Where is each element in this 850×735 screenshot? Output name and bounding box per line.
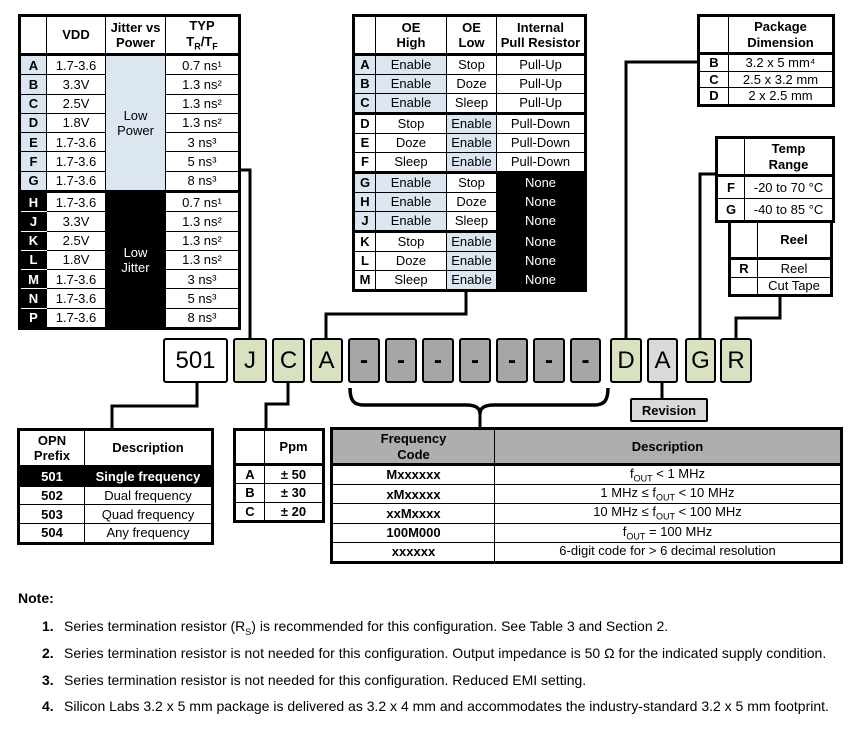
oe-low-cell: Stop (447, 55, 497, 75)
typ-cell: 1.3 ns² (166, 94, 240, 113)
pull-cell: Pull-Up (497, 75, 586, 94)
oe-low-cell: Enable (447, 252, 497, 271)
letter-cell: C (354, 93, 376, 113)
oe-high-cell: Enable (376, 193, 447, 212)
table-row (354, 193, 586, 212)
table-row (354, 270, 586, 290)
table-row (354, 211, 586, 231)
oe-high-cell: Enable (376, 211, 447, 231)
prefix-cell: 502 (19, 486, 85, 505)
oe-low-cell: Sleep (447, 211, 497, 231)
pull-cell: None (497, 231, 586, 251)
note-text: Series termination resistor is not needed for this configuration. Output impedance is 50 Ω for the indicated supply condition. (64, 644, 827, 661)
letter-cell: B (235, 484, 265, 502)
table-row (235, 484, 324, 502)
description-cell: 1 MHz ≤ $f_{OUT} < 10$ MHz (495, 485, 842, 504)
pull-cell: None (497, 270, 586, 290)
table-header-row (20, 16, 240, 55)
vdd-column-header: VDD (47, 16, 106, 55)
ppm-table (233, 428, 325, 523)
table-row (332, 523, 842, 542)
pull-cell: Pull-Up (497, 93, 586, 113)
oe-high-cell: Enable (376, 55, 447, 75)
table-row (354, 113, 586, 133)
note-number: 4. (42, 698, 54, 715)
ppm-cell: ± 20 (265, 502, 324, 521)
corner-cell (235, 430, 265, 465)
table-row (730, 277, 832, 296)
table-header-row (235, 430, 324, 465)
oe-high-cell: Enable (376, 172, 447, 192)
table-header-row (19, 430, 213, 467)
table-row (717, 176, 834, 199)
note-item-3 (42, 670, 836, 697)
code-cell: 100M000 (332, 523, 495, 542)
letter-cell: F (20, 152, 47, 171)
table-row (332, 542, 842, 562)
note-item-2 (42, 643, 836, 670)
note-item-1 (42, 616, 836, 643)
frequency-code-table (330, 427, 843, 564)
corner-cell (730, 222, 758, 259)
letter-cell: N (20, 289, 47, 308)
vdd-jitter-typ-table (18, 14, 241, 330)
code-cell: xxxxxx (332, 542, 495, 562)
letter-cell: E (20, 133, 47, 152)
letter-cell: A (235, 465, 265, 484)
oe-low-cell: Doze (447, 75, 497, 94)
corner-cell (20, 16, 47, 55)
vdd-cell: 1.7-3.6 (47, 171, 106, 191)
code-cell: xxMxxxx (332, 504, 495, 523)
table-row (354, 55, 586, 75)
letter-cell: J (354, 211, 376, 231)
typ-cell: 1.3 ns² (166, 75, 240, 94)
description-header: Description (495, 429, 842, 465)
typ-cell: 5 ns³ (166, 152, 240, 171)
letter-cell: K (354, 231, 376, 251)
reel-table (728, 220, 833, 297)
part-box-oe-option: A (310, 338, 343, 383)
letter-cell: B (20, 75, 47, 94)
oe-low-column-header: OE Low (447, 16, 497, 55)
table-header-row (332, 429, 842, 465)
vdd-cell: 1.7-3.6 (47, 133, 106, 152)
ppm-header: Ppm (265, 430, 324, 465)
typ-cell: 8 ns³ (166, 171, 240, 191)
table-row (354, 134, 586, 153)
part-box-ppm: C (272, 338, 305, 383)
table-row (730, 259, 832, 278)
note-number: 2. (42, 644, 54, 661)
code-cell: xMxxxxx (332, 485, 495, 504)
typ-cell: 5 ns³ (166, 289, 240, 308)
part-box-freq-digit-2: - (385, 338, 417, 383)
oe-low-cell: Sleep (447, 93, 497, 113)
corner-cell (699, 16, 729, 54)
description-cell: $f_{OUT} < 1$ MHz (495, 465, 842, 485)
table-row (717, 199, 834, 222)
description-cell: Any frequency (85, 524, 213, 544)
table-row (699, 71, 834, 88)
part-box-revision: A (647, 338, 678, 383)
notes-title: Note: (18, 590, 54, 606)
prefix-cell: 504 (19, 524, 85, 544)
part-box-opn-prefix: 501 (163, 338, 228, 383)
note-text: Series termination resistor $(R_S)$ is recommended for this configuration. See Table 3 and Section 2. (64, 618, 669, 637)
oe-high-cell: Enable (376, 93, 447, 113)
temp-range-table (715, 136, 835, 223)
table-row (235, 465, 324, 484)
part-box-vdd-jitter: J (233, 338, 267, 383)
letter-cell: E (354, 134, 376, 153)
oe-high-cell: Sleep (376, 270, 447, 290)
prefix-cell: 501 (19, 467, 85, 487)
table-row (19, 505, 213, 524)
letter-cell: D (699, 88, 729, 106)
letter-cell: M (354, 270, 376, 290)
letter-cell: A (354, 55, 376, 75)
oe-high-cell: Stop (376, 231, 447, 251)
dimension-cell: 2 x 2.5 mm (729, 88, 834, 106)
part-box-reel: R (720, 338, 752, 383)
vdd-cell: 1.7-3.6 (47, 270, 106, 289)
description-cell: Quad frequency (85, 505, 213, 524)
letter-cell: H (20, 191, 47, 211)
temp-range-header: Temp Range (745, 138, 834, 176)
connector-501-to-opn (112, 382, 197, 430)
letter-cell: F (354, 152, 376, 172)
table-row (354, 152, 586, 172)
letter-cell: K (20, 231, 47, 250)
table-row (19, 467, 213, 487)
table-header-row (730, 222, 832, 259)
letter-cell: C (20, 94, 47, 113)
description-cell: 10 MHz ≤ $f_{OUT} < 100$ MHz (495, 504, 842, 523)
note-text: Silicon Labs 3.2 x 5 mm package is delivered as 3.2 x 4 mm and accommodates the industry-standard 3.2 x 5 mm footprint. (64, 698, 829, 715)
reel-header: Reel (758, 222, 832, 259)
ppm-cell: ± 30 (265, 484, 324, 502)
opn-prefix-header: OPN Prefix (19, 430, 85, 467)
note-item-4 (42, 696, 836, 723)
oe-low-cell: Doze (447, 193, 497, 212)
letter-cell: D (354, 113, 376, 133)
table-row (20, 191, 240, 211)
pull-cell: None (497, 172, 586, 192)
table-row (235, 502, 324, 521)
table-row (20, 55, 240, 75)
letter-cell: D (20, 113, 47, 132)
oe-high-cell: Sleep (376, 152, 447, 172)
table-header-row (354, 16, 586, 55)
temp-cell: -40 to 85 °C (745, 199, 834, 222)
table-header-row (717, 138, 834, 176)
oe-low-cell: Enable (447, 113, 497, 133)
typ-cell: 3 ns³ (166, 270, 240, 289)
description-cell: Dual frequency (85, 486, 213, 505)
oe-low-cell: Stop (447, 172, 497, 192)
letter-cell: G (354, 172, 376, 192)
typ-cell: 1.3 ns² (166, 113, 240, 132)
note-number: 1. (42, 618, 54, 634)
low-jitter-cell: Low Jitter (106, 191, 166, 328)
connector-oe-to-a (326, 290, 466, 340)
typ-trtf-column-header: TYP $T_R/T_F$ (166, 16, 240, 55)
letter-cell: A (20, 55, 47, 75)
letter-cell: B (354, 75, 376, 94)
vdd-cell: 1.7-3.6 (47, 308, 106, 328)
pull-cell: Pull-Down (497, 152, 586, 172)
ppm-cell: ± 50 (265, 465, 324, 484)
vdd-cell: 1.7-3.6 (47, 55, 106, 75)
table-row (354, 93, 586, 113)
vdd-cell: 2.5V (47, 231, 106, 250)
vdd-cell: 1.8V (47, 113, 106, 132)
letter-cell: R (730, 259, 758, 278)
jitter-vs-power-column-header: Jitter vs Power (106, 16, 166, 55)
part-box-freq-digit-5: - (496, 338, 528, 383)
oe-high-cell: Enable (376, 75, 447, 94)
corner-cell (717, 138, 745, 176)
reel-cell: Cut Tape (758, 277, 832, 296)
package-dimension-header: Package Dimension (729, 16, 834, 54)
vdd-cell: 1.8V (47, 250, 106, 269)
vdd-cell: 3.3V (47, 212, 106, 231)
pull-resistor-column-header: Internal Pull Resistor (497, 16, 586, 55)
vdd-cell: 2.5V (47, 94, 106, 113)
letter-cell: C (235, 502, 265, 521)
frequency-brace (350, 388, 608, 414)
revision-label: Revision (630, 398, 708, 422)
letter-cell: G (20, 171, 47, 191)
oe-low-cell: Enable (447, 134, 497, 153)
table-row (19, 524, 213, 544)
corner-cell (354, 16, 376, 55)
letter-cell: J (20, 212, 47, 231)
notes-section (18, 588, 836, 723)
opn-prefix-table (17, 428, 214, 545)
typ-cell: 0.7 ns¹ (166, 55, 240, 75)
letter-cell: G (717, 199, 745, 222)
table-row (19, 486, 213, 505)
table-row (332, 504, 842, 523)
pull-cell: Pull-Down (497, 134, 586, 153)
oe-low-cell: Enable (447, 152, 497, 172)
dimension-cell: 3.2 x 5 mm⁴ (729, 54, 834, 72)
typ-cell: 1.3 ns² (166, 231, 240, 250)
temp-cell: -20 to 70 °C (745, 176, 834, 199)
vdd-cell: 1.7-3.6 (47, 152, 106, 171)
letter-cell: C (699, 71, 729, 88)
part-box-freq-digit-4: - (459, 338, 491, 383)
vdd-cell: 3.3V (47, 75, 106, 94)
table-row (354, 231, 586, 251)
letter-cell: L (20, 250, 47, 269)
typ-cell: 3 ns³ (166, 133, 240, 152)
connector-reel-to-r (736, 295, 780, 340)
oe-high-cell: Doze (376, 252, 447, 271)
oe-low-cell: Enable (447, 270, 497, 290)
typ-cell: 1.3 ns² (166, 212, 240, 231)
note-number: 3. (42, 671, 54, 688)
part-box-package: D (610, 338, 642, 383)
oe-low-cell: Enable (447, 231, 497, 251)
description-cell: $f_{OUT} = 100$ MHz (495, 523, 842, 542)
part-box-freq-digit-1: - (348, 338, 380, 383)
code-cell: Mxxxxxx (332, 465, 495, 485)
table-row (354, 172, 586, 192)
prefix-cell: 503 (19, 505, 85, 524)
pull-cell: None (497, 252, 586, 271)
typ-cell: 0.7 ns¹ (166, 191, 240, 211)
table-row (699, 88, 834, 106)
part-box-freq-digit-7: - (570, 338, 601, 383)
low-power-cell: Low Power (106, 55, 166, 192)
description-header: Description (85, 430, 213, 467)
connector-package-to-d (626, 62, 699, 340)
oe-high-cell: Stop (376, 113, 447, 133)
letter-cell: H (354, 193, 376, 212)
table-header-row (699, 16, 834, 54)
vdd-cell: 1.7-3.6 (47, 191, 106, 211)
note-text: Series termination resistor is not needed for this configuration. Reduced EMI setting. (64, 671, 587, 688)
table-row (354, 252, 586, 271)
description-cell: 6-digit code for > 6 decimal resolution (495, 542, 842, 562)
pull-cell: None (497, 193, 586, 212)
package-dimension-table (697, 14, 835, 107)
oe-high-cell: Doze (376, 134, 447, 153)
vdd-cell: 1.7-3.6 (47, 289, 106, 308)
table-row (699, 54, 834, 72)
pull-cell: Pull-Down (497, 113, 586, 133)
letter-cell: M (20, 270, 47, 289)
letter-cell: B (699, 54, 729, 72)
description-cell: Single frequency (85, 467, 213, 487)
pull-cell: None (497, 211, 586, 231)
table-row (332, 485, 842, 504)
typ-cell: 1.3 ns² (166, 250, 240, 269)
reel-cell: Reel (758, 259, 832, 278)
table-row (332, 465, 842, 485)
part-box-temp-range: G (685, 338, 716, 383)
oe-pull-resistor-table (352, 14, 587, 292)
part-box-freq-digit-6: - (533, 338, 565, 383)
letter-cell: P (20, 308, 47, 328)
frequency-code-header: Frequency Code (332, 429, 495, 465)
connector-c-to-ppm (266, 382, 288, 430)
dimension-cell: 2.5 x 3.2 mm (729, 71, 834, 88)
letter-cell (730, 277, 758, 296)
part-box-freq-digit-3: - (422, 338, 454, 383)
letter-cell: F (717, 176, 745, 199)
table-row (354, 75, 586, 94)
letter-cell: L (354, 252, 376, 271)
typ-cell: 8 ns³ (166, 308, 240, 328)
pull-cell: Pull-Up (497, 55, 586, 75)
oe-high-column-header: OE High (376, 16, 447, 55)
